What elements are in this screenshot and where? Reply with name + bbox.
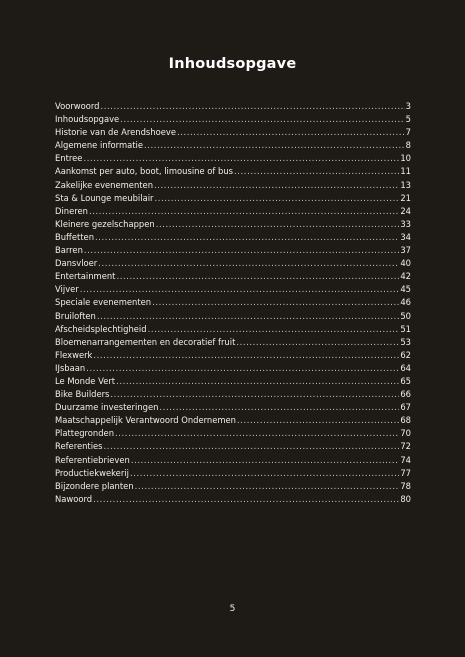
toc-entry[interactable] — [55, 349, 411, 362]
toc-entry-page-number: 72 — [400, 441, 411, 452]
toc-dot-leader — [84, 244, 399, 257]
toc-entry-label: Barren — [55, 245, 83, 256]
toc-entry[interactable] — [55, 375, 411, 388]
toc-dot-leader — [116, 270, 399, 283]
toc-entry-label: Bloemenarrangementen en decoratief fruit — [55, 336, 236, 347]
toc-entry-page-number: 11 — [400, 166, 411, 177]
toc-entry-label: Algemene informatie — [55, 140, 144, 151]
toc-entry[interactable] — [55, 244, 411, 257]
toc-entry-page-number: 33 — [400, 218, 411, 229]
toc-entry-label: Productiekwekerij — [55, 467, 129, 478]
toc-entry-page-number: 70 — [400, 428, 411, 439]
toc-entry-label: Bruiloften — [55, 310, 96, 321]
toc-dot-leader — [148, 323, 400, 336]
toc-dot-leader — [86, 362, 399, 375]
toc-entry-page-number: 7 — [405, 127, 411, 138]
toc-entry-page-number: 24 — [400, 205, 411, 216]
toc-entry[interactable] — [55, 165, 411, 178]
toc-dot-leader — [120, 113, 404, 126]
toc-dot-leader — [100, 100, 404, 113]
toc-dot-leader — [131, 454, 399, 467]
toc-entry[interactable] — [55, 113, 411, 126]
toc-entry-label: Kleinere gezelschappen — [55, 218, 155, 229]
toc-dot-leader — [104, 440, 400, 453]
toc-entry-label: Maatschappelijk Verantwoord Ondernemen — [55, 415, 236, 426]
toc-entry-page-number: 77 — [400, 467, 411, 478]
toc-dot-leader — [110, 388, 399, 401]
toc-entry-page-number: 80 — [400, 493, 411, 504]
toc-dot-leader — [97, 310, 400, 323]
toc-entry-page-number: 10 — [400, 153, 411, 164]
toc-entry-label: Historie van de Arendshoeve — [55, 127, 176, 138]
toc-entry-page-number: 37 — [400, 245, 411, 256]
page-number: 5 — [229, 604, 236, 614]
toc-dot-leader — [234, 165, 399, 178]
toc-entry-label: Entertainment — [55, 271, 116, 282]
toc-entry[interactable] — [55, 401, 411, 414]
toc-entry-page-number: 5 — [405, 114, 411, 125]
toc-entry-page-number: 65 — [400, 375, 411, 386]
toc-entry-label: Entree — [55, 153, 83, 164]
toc-entry-page-number: 34 — [400, 231, 411, 242]
toc-dot-leader — [89, 205, 399, 218]
toc-entry-label: Referenties — [55, 441, 103, 452]
toc-entry-label: Afscheidsplechtigheid — [55, 323, 147, 334]
toc-entry[interactable] — [55, 270, 411, 283]
toc-dot-leader — [236, 336, 399, 349]
toc-dot-leader — [83, 152, 399, 165]
table-of-contents — [55, 100, 411, 506]
toc-entry-label: Bijzondere planten — [55, 480, 134, 491]
toc-entry[interactable] — [55, 480, 411, 493]
toc-entry-page-number: 42 — [400, 271, 411, 282]
toc-entry-page-number: 66 — [400, 389, 411, 400]
toc-entry[interactable] — [55, 205, 411, 218]
toc-entry-page-number: 40 — [400, 258, 411, 269]
toc-entry[interactable] — [55, 126, 411, 139]
toc-entry-label: Duurzame investeringen — [55, 402, 159, 413]
toc-dot-leader — [93, 349, 399, 362]
toc-dot-leader — [98, 257, 399, 270]
toc-entry[interactable] — [55, 362, 411, 375]
toc-dot-leader — [152, 296, 399, 309]
toc-dot-leader — [159, 401, 399, 414]
toc-dot-leader — [116, 375, 399, 388]
toc-entry-page-number: 64 — [400, 362, 411, 373]
toc-entry-label: Bike Builders — [55, 389, 110, 400]
toc-entry-page-number: 68 — [400, 415, 411, 426]
toc-entry[interactable] — [55, 218, 411, 231]
toc-entry-label: Sta & Lounge meubilair — [55, 192, 154, 203]
toc-entry[interactable] — [55, 192, 411, 205]
toc-entry-page-number: 13 — [400, 179, 411, 190]
toc-dot-leader — [154, 192, 399, 205]
toc-dot-leader — [80, 283, 400, 296]
toc-entry[interactable] — [55, 427, 411, 440]
toc-entry[interactable] — [55, 454, 411, 467]
toc-entry[interactable] — [55, 257, 411, 270]
toc-entry-page-number: 8 — [405, 140, 411, 151]
toc-entry-label: Le Monde Vert — [55, 375, 116, 386]
toc-entry-label: Voorwoord — [55, 101, 100, 111]
toc-entry-page-number: 78 — [400, 480, 411, 491]
toc-dot-leader — [154, 179, 399, 192]
toc-entry-page-number: 50 — [400, 310, 411, 321]
toc-entry[interactable] — [55, 440, 411, 453]
toc-entry-page-number: 45 — [400, 284, 411, 295]
toc-entry[interactable] — [55, 323, 411, 336]
toc-dot-leader — [144, 139, 405, 152]
toc-dot-leader — [135, 480, 400, 493]
toc-entry-page-number: 67 — [400, 402, 411, 413]
toc-entry-label: Zakelijke evenementen — [55, 179, 154, 190]
toc-entry-label: IJsbaan — [55, 362, 86, 373]
toc-dot-leader — [130, 467, 399, 480]
toc-entry[interactable] — [55, 100, 411, 113]
toc-entry-label: Buffetten — [55, 231, 95, 242]
toc-entry-page-number: 62 — [400, 349, 411, 360]
toc-entry[interactable] — [55, 388, 411, 401]
toc-entry-page-number: 21 — [400, 192, 411, 203]
toc-entry-label: Dansvloer — [55, 258, 98, 269]
toc-entry-label: Flexwerk — [55, 349, 93, 360]
toc-entry-label: Nawoord — [55, 493, 93, 504]
toc-entry[interactable] — [55, 231, 411, 244]
toc-entry-label: Referentiebrieven — [55, 454, 130, 465]
toc-entry-page-number: 74 — [400, 454, 411, 465]
toc-entry[interactable] — [55, 179, 411, 192]
toc-dot-leader — [95, 231, 399, 244]
toc-entry-page-number: 51 — [400, 323, 411, 334]
toc-dot-leader — [115, 427, 399, 440]
toc-entry-label: Speciale evenementen — [55, 297, 152, 308]
toc-entry-page-number: 53 — [400, 336, 411, 347]
toc-entry[interactable] — [55, 296, 411, 309]
toc-entry[interactable] — [55, 152, 411, 165]
toc-entry[interactable] — [55, 283, 411, 296]
toc-entry-label: Dineren — [55, 205, 88, 216]
toc-entry[interactable] — [55, 493, 411, 506]
toc-entry-page-number: 46 — [400, 297, 411, 308]
toc-dot-leader — [237, 414, 399, 427]
toc-entry-label: Plattegronden — [55, 428, 115, 439]
toc-entry-label: Vijver — [55, 284, 79, 295]
toc-entry[interactable] — [55, 336, 411, 349]
toc-entry-page-number: 3 — [405, 101, 411, 111]
toc-dot-leader — [93, 493, 399, 506]
toc-entry-label: Inhoudsopgave — [55, 114, 120, 125]
toc-dot-leader — [177, 126, 405, 139]
toc-entry[interactable] — [55, 414, 411, 427]
toc-entry-label: Aankomst per auto, boot, limousine of bus — [55, 166, 234, 177]
toc-entry[interactable] — [55, 467, 411, 480]
toc-entry[interactable] — [55, 139, 411, 152]
toc-dot-leader — [156, 218, 400, 231]
page-title: Inhoudsopgave — [168, 56, 297, 72]
toc-entry[interactable] — [55, 310, 411, 323]
